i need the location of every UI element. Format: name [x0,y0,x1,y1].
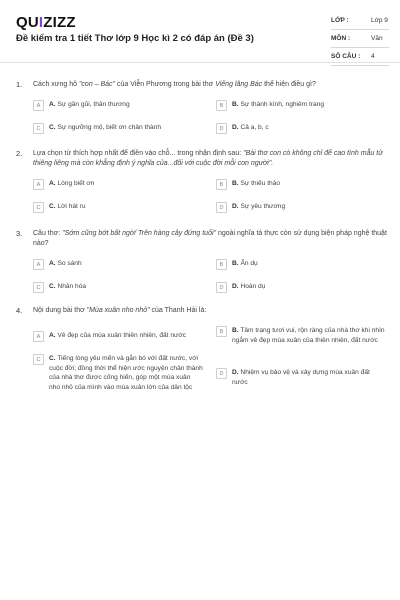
option-text: B. Tâm trạng tươi vui, rộn ràng của nhà thơ khi nhìn ngắm vẻ đẹp mùa xuân của thiên nhiên, đất nước [232,327,385,344]
option-text: D. Nhiệm vụ bảo vệ và xây dựng mùa xuân đất nước [232,369,370,386]
option-letter-badge: C [33,123,44,134]
option-text: C. Lời hát ru [49,203,86,210]
option-text: D. Hoán dụ [232,283,266,290]
option-letter-badge: D [216,123,227,134]
question-text-part: Nội dung bài thơ [33,307,87,314]
meta-row-grade [331,12,389,30]
option-text: A. Lòng biết ơn [49,180,95,187]
meta-row-count [331,48,389,66]
option-text: C. Tiếng lòng yêu mến và gắn bó với đất nước, với cuộc đời; đồng thời thể hiện ước nguyện chân thành của nhà thơ được cống hiến, góp một mùa xuân nho nhỏ của mình vào mùa xuân lớn của dân tộc [49,355,203,391]
question-number: 1. [16,80,23,89]
question-text-part: Câu thơ: [33,230,63,237]
option-d[interactable] [216,282,386,293]
option-text: C. Nhân hóa [49,283,87,290]
option-letter-badge: C [33,202,44,213]
worksheet-title: Đề kiểm tra 1 tiết Thơ lớp 9 Học kì 2 có đáp án (Đề 3) [16,33,254,44]
question-text-part: "con – Bác" [78,81,116,88]
option-letter-badge: A [33,259,44,270]
question-text-part: ngoài nghĩa tả thực còn sử dụng biện pháp nghệ thuật nào? [33,230,387,247]
option-letter-badge: D [216,202,227,213]
option-letter-badge: A [33,100,44,111]
meta-row-subject [331,30,389,48]
option-text: D. Sự yêu thương [232,203,286,210]
option-a[interactable] [33,331,203,342]
option-letter-badge: B [216,259,227,270]
option-letter-badge: C [33,282,44,293]
question-text [33,80,388,90]
question-2 [16,149,388,219]
meta-label: MÔN : [331,35,351,42]
meta-value: Văn [371,35,383,42]
question-text [33,306,388,316]
option-a[interactable] [33,179,203,190]
option-text: B. Ẩn dụ [232,260,258,267]
question-text-part: "Mùa xuân nho nhỏ" [86,307,150,314]
option-text: B. Sự thiếu thảo [232,180,281,187]
option-letter-badge: A [33,331,44,342]
meta-panel [331,12,389,66]
question-4 [16,306,388,436]
question-text [33,229,388,249]
question-number: 2. [16,149,23,158]
question-text-part: Viếng lăng Bác [215,81,263,88]
option-letter-badge: B [216,179,227,190]
option-text: B. Sự thành kính, nghiêm trang [232,101,325,108]
option-a[interactable] [33,259,203,270]
option-text: A. Vẻ đẹp của mùa xuân thiên nhiên, đất nước [49,332,187,339]
meta-label: SỐ CÂU : [331,53,361,60]
option-letter-badge: B [216,100,227,111]
meta-label: LỚP : [331,17,349,24]
question-text-part: "Bài thơ con cò không chỉ để cao tình mẫu tử thiêng liêng mà còn khẳng định ý nghĩa của...đối với cuộc đời mỗi con người". [33,150,383,167]
option-letter-badge: B [216,326,227,337]
option-b[interactable] [216,259,386,270]
question-text-part: Cách xưng hô [33,81,79,88]
option-b[interactable] [216,326,386,345]
quizizz-logo: QUIZIZZ [16,14,76,31]
question-text [33,149,388,169]
option-d[interactable] [216,368,386,387]
option-b[interactable] [216,179,386,190]
option-letter-badge: D [216,282,227,293]
option-d[interactable] [216,202,386,213]
option-c[interactable] [33,202,203,213]
question-text-part: của Thanh Hải là: [149,307,207,314]
option-d[interactable] [216,123,386,134]
header-divider [0,62,400,63]
option-letter-badge: A [33,179,44,190]
option-text: D. Cả a, b, c [232,124,269,131]
question-text-part: của Viễn Phương trong bài thơ [115,81,216,88]
option-text: A. Sự gần gũi, thân thương [49,101,130,108]
option-letter-badge: C [33,354,44,365]
question-text-part: thể hiện điều gì? [262,81,316,88]
meta-value: 4 [371,53,375,60]
meta-value: Lớp 9 [371,17,388,24]
option-text: A. So sánh [49,260,82,267]
question-1 [16,80,388,140]
option-letter-badge: D [216,368,227,379]
question-3 [16,229,388,299]
option-text: C. Sự ngưỡng mộ, biết ơn chân thành [49,124,162,131]
option-b[interactable] [216,100,386,111]
question-number: 4. [16,306,23,315]
question-text-part: Lựa chọn từ thích hợp nhất để điền vào chỗ... trong nhận định sau: [33,150,244,157]
option-c[interactable] [33,282,203,293]
option-c[interactable] [33,123,203,134]
question-number: 3. [16,229,23,238]
question-text-part: "Sớm cũng bớt bất ngờ/ Trên hàng cây đứng tuổi" [62,230,216,237]
option-a[interactable] [33,100,203,111]
option-c[interactable] [33,354,203,392]
